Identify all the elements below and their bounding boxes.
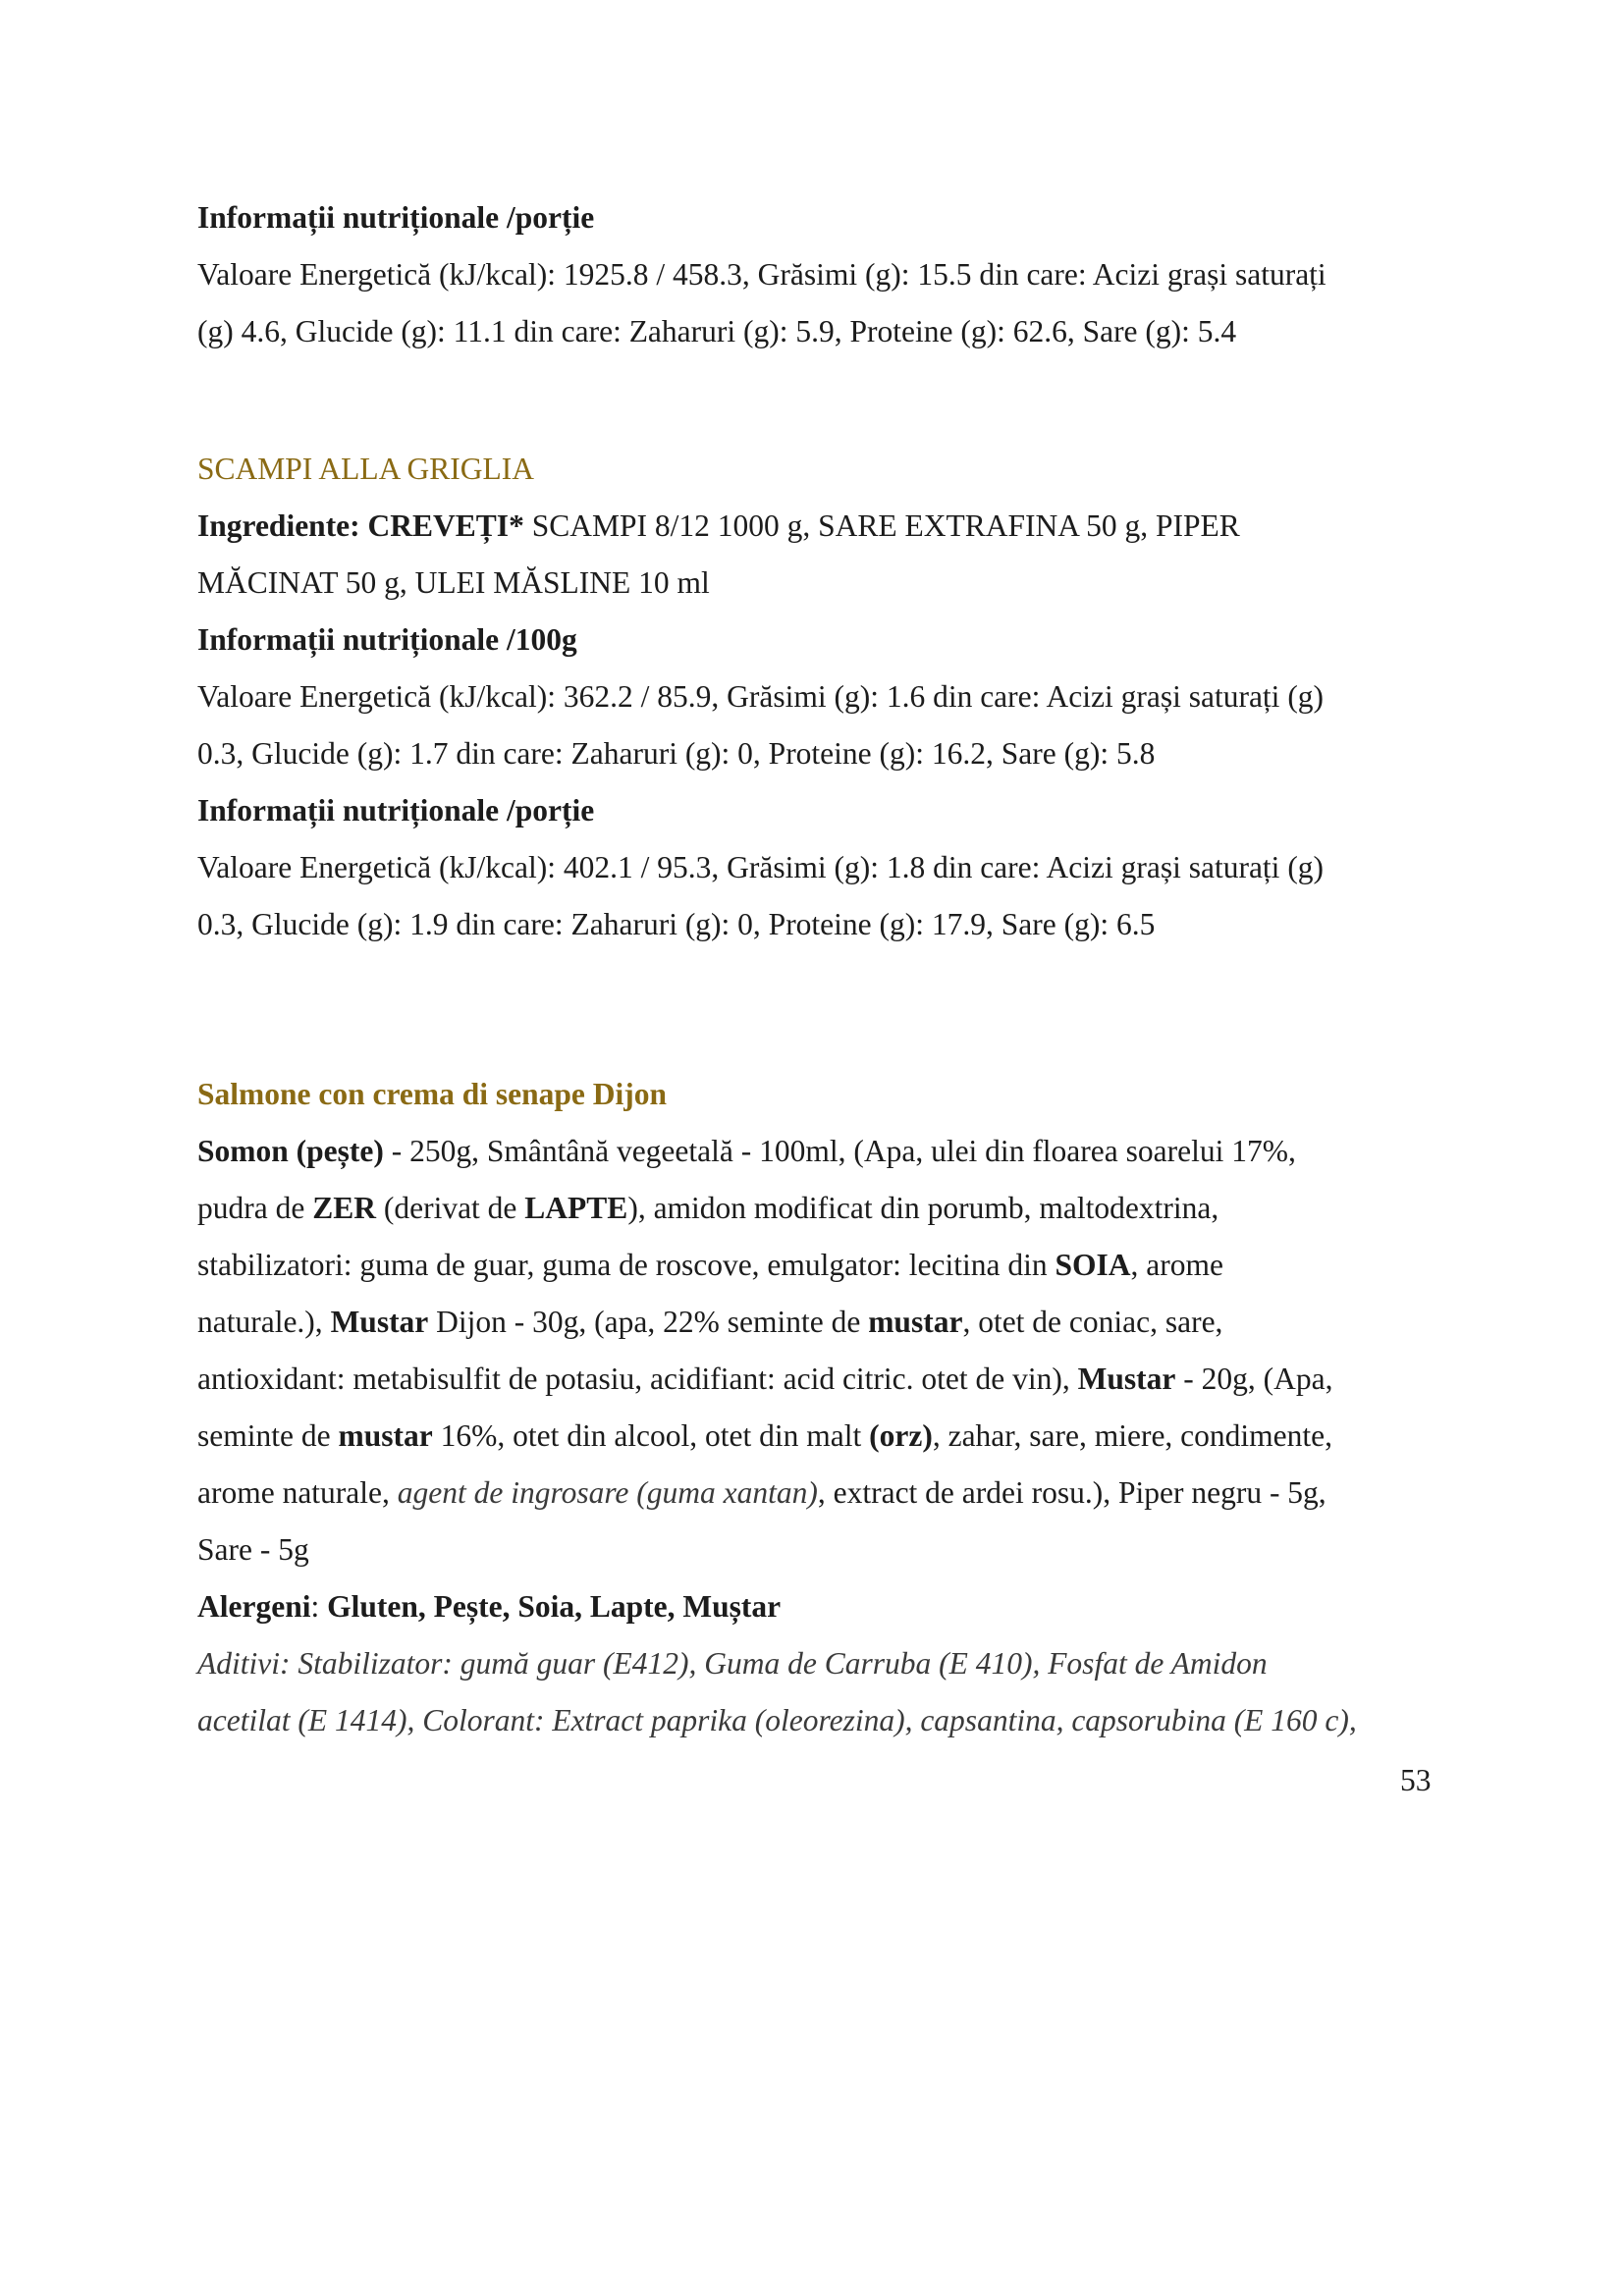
ingredients-text: ), amidon modificat din porumb, maltodextrina, [627, 1191, 1219, 1225]
ingredients-line [197, 1408, 1435, 1465]
allergen-highlight: SOIA [1055, 1248, 1131, 1282]
allergens-line [197, 1578, 1435, 1635]
ingredients-line [197, 1465, 1435, 1522]
allergens-separator: : [310, 1589, 328, 1624]
recipe-title: Salmone con crema di senape Dijon [197, 1077, 668, 1111]
ingredients-line: MĂCINAT 50 g, ULEI MĂSLINE 10 ml [197, 565, 710, 600]
allergen-highlight: Mustar [1077, 1362, 1176, 1396]
nutrition-line: Valoare Energetică (kJ/kcal): 402.1 / 95.3, Grăsimi (g): 1.8 din care: Acizi grași saturați (g) [197, 850, 1325, 884]
ingredients-text: - 20g, (Apa, [1175, 1362, 1333, 1396]
ingredients-text: (derivat de [375, 1191, 525, 1225]
ingredients-line [197, 1351, 1435, 1408]
ingredients-text: pudra de [197, 1191, 313, 1225]
ingredients-text: seminte de [197, 1418, 339, 1453]
page-number: 53 [1400, 1763, 1432, 1797]
nutrition-line: (g) 4.6, Glucide (g): 11.1 din care: Zaharuri (g): 5.9, Proteine (g): 62.6, Sare (g): 5.4 [197, 314, 1237, 348]
additives-line: Aditivi: Stabilizator: gumă guar (E412), Guma de Carruba (E 410), Fosfat de Amidon [197, 1646, 1268, 1681]
ingredients-text: stabilizatori: guma de guar, guma de roscove, emulgator: lecitina din [197, 1248, 1056, 1282]
ingredients-line [197, 1123, 1435, 1180]
additives-line: acetilat (E 1414), Colorant: Extract paprika (oleorezina), capsantina, capsorubina (E 160 c), [197, 1703, 1357, 1737]
ingredients-text: , otet de coniac, sare, [962, 1305, 1223, 1339]
ingredients-text: , zahar, sare, miere, condimente, [932, 1418, 1333, 1453]
allergens-label: Alergeni [197, 1589, 311, 1624]
ingredients-text: SCAMPI 8/12 1000 g, SARE EXTRAFINA 50 g, PIPER [523, 508, 1240, 543]
allergen-highlight: mustar [338, 1418, 433, 1453]
ingredients-line [197, 498, 1435, 555]
ingredients-label: Ingrediente: [197, 508, 360, 543]
ingredients-line [197, 1294, 1435, 1351]
ingredients-text: , extract de ardei rosu.), Piper negru - 5g, [817, 1475, 1326, 1510]
nutrition-portion-heading: Informații nutriționale /porție [197, 200, 595, 235]
ingredients-text: 16%, otet din alcool, otet din malt [432, 1418, 870, 1453]
recipe-title: SCAMPI ALLA GRIGLIA [197, 452, 535, 486]
allergen-highlight: mustar [868, 1305, 963, 1339]
ingredients-text: Dijon - 30g, (apa, 22% seminte de [428, 1305, 869, 1339]
ingredients-line: Sare - 5g [197, 1532, 309, 1567]
recipe-scampi [197, 441, 1435, 953]
nutrition-line: Valoare Energetică (kJ/kcal): 362.2 / 85.9, Grăsimi (g): 1.6 din care: Acizi grași saturați (g) [197, 679, 1325, 714]
allergen-highlight: Somon (pește) [197, 1134, 384, 1168]
recipe-salmone [197, 1066, 1435, 1749]
allergen-highlight: LAPTE [524, 1191, 628, 1225]
allergen-highlight: CREVEȚI* [367, 508, 524, 543]
allergen-highlight: ZER [312, 1191, 376, 1225]
nutrition-portion-heading: Informații nutriționale /porție [197, 793, 595, 828]
nutrition-line: 0.3, Glucide (g): 1.7 din care: Zaharuri (g): 0, Proteine (g): 16.2, Sare (g): 5.8 [197, 736, 1156, 771]
ingredients-text: , arome [1130, 1248, 1223, 1282]
ingredients-text: naturale.), [197, 1305, 331, 1339]
ingredients-text: antioxidant: metabisulfit de potasiu, acidifiant: acid citric. otet de vin), [197, 1362, 1078, 1396]
ingredients-italic: agent de ingrosare (guma xantan) [397, 1475, 818, 1510]
allergen-highlight: Mustar [330, 1305, 429, 1339]
nutrition-100g-heading: Informații nutriționale /100g [197, 622, 577, 657]
ingredients-line [197, 1237, 1435, 1294]
ingredients-text: - 250g, Smântână vegeetală - 100ml, (Apa, ulei din floarea soarelui 17%, [383, 1134, 1296, 1168]
allergens-list: Gluten, Pește, Soia, Lapte, Muștar [327, 1589, 782, 1624]
nutrition-portion-section [197, 189, 1435, 360]
allergen-highlight: (orz) [869, 1418, 933, 1453]
nutrition-line: Valoare Energetică (kJ/kcal): 1925.8 / 458.3, Grăsimi (g): 15.5 din care: Acizi grași saturați [197, 257, 1326, 292]
ingredients-text: arome naturale, [197, 1475, 398, 1510]
nutrition-line: 0.3, Glucide (g): 1.9 din care: Zaharuri (g): 0, Proteine (g): 17.9, Sare (g): 6.5 [197, 907, 1156, 941]
ingredients-line [197, 1180, 1435, 1237]
